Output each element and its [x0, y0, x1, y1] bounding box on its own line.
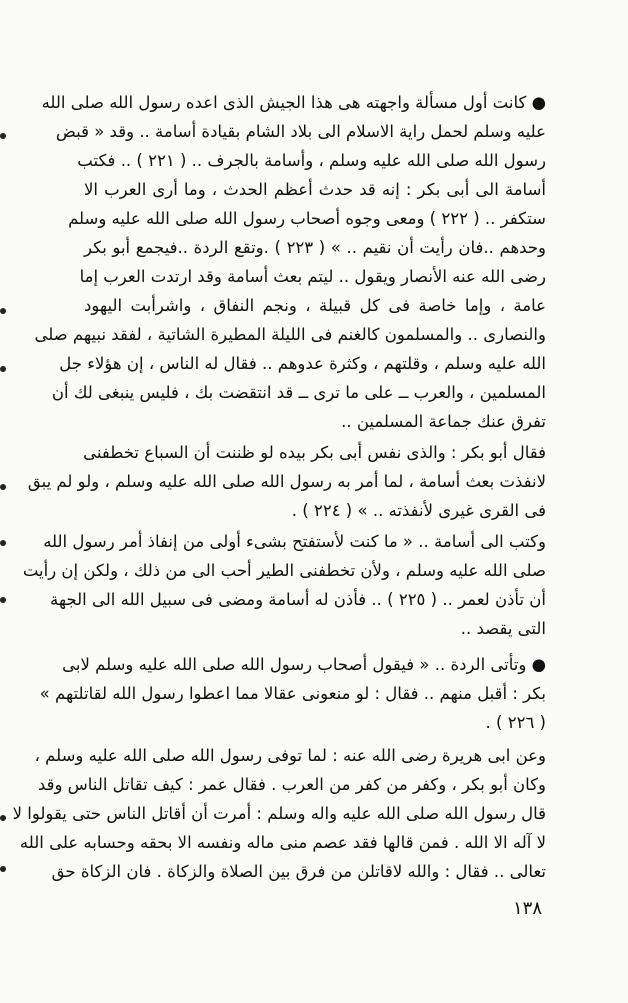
margin-dot — [0, 308, 6, 314]
text-line-26: لا آله الا الله . فمن قالها فقد عصم منى ماله ونفسه الا بحقه وحسابه على الله — [19, 833, 546, 852]
text-line-12: تفرق عنك جماعة المسلمين .. — [341, 412, 546, 431]
margin-dot — [0, 540, 6, 546]
text-line-1: ● كانت أول مسألة واجهته هى هذا الجيش الذى اعده رسول الله صلى الله — [41, 93, 546, 112]
text-line-13: فقال أبو بكر : والذى نفس أبى بكر بيده لو ظننت أن السباع تخطفنى — [83, 443, 546, 462]
text-line-19: التى يقصد .. — [460, 619, 546, 638]
page-number: ١٣٨ — [512, 898, 542, 919]
text-line-2: عليه وسلم لحمل راية الاسلام الى بلاد الشام بقيادة أسامة .. وقد « قبض — [55, 122, 546, 141]
margin-dot — [0, 366, 6, 372]
text-line-24: وكان أبو بكر ، وكفر من كفر من العرب . فقال عمر : كيف تقاتل الناس وقد — [37, 775, 546, 794]
text-line-25: قال رسول الله صلى الله عليه واله وسلم : أمرت أن أقاتل الناس حتى يقولوا لا — [12, 804, 546, 823]
text-line-22: ( ٢٢٦ ) . — [485, 713, 546, 732]
text-line-23: وعن ابى هريرة رضى الله عنه : لما توفى رسول الله صلى الله عليه وسلم ، — [34, 746, 546, 765]
text-line-27: تعالى .. فقال : والله لاقاتلن من فرق بين الصلاة والزكاة . فان الزكاة حق — [51, 862, 546, 881]
margin-dot — [0, 815, 6, 821]
text-line-17: صلى الله عليه وسلم ، ولأن تخطفنى الطير أحب الى من ذلك ، ولكن إن رأيت — [22, 561, 546, 580]
text-line-9: والنصارى .. والمسلمون كالغنم فى الليلة المطيرة الشاتية ، لفقد نبيهم صلى — [34, 325, 546, 344]
text-line-3: رسول الله صلى الله عليه وسلم ، وأسامة بالجرف .. ( ٢٢١ ) .. فكتب — [77, 151, 546, 170]
text-line-10: الله عليه وسلم ، وقلتهم ، وكثرة عدوهم .. فقال له الناس ، إن هؤلاء جل — [59, 354, 546, 373]
text-line-16: وكتب الى أسامة .. « ما كنت لأستفتح بشىء أولى من إنفاذ أمر رسول الله — [43, 532, 546, 551]
margin-dot — [0, 597, 6, 603]
text-line-18: أن تأذن لعمر .. ( ٢٢٥ ) .. فأذن له أسامة ومضى فى سبيل الله الى الجهة — [50, 590, 546, 609]
text-line-20: ● وتأتى الردة .. « فيقول أصحاب رسول الله صلى الله عليه وسلم لابى — [62, 655, 546, 674]
margin-dot — [0, 484, 6, 490]
text-line-15: فى القرى غيرى لأنفذته .. » ( ٢٢٤ ) . — [291, 501, 546, 520]
text-line-21: بكر : أقبل منهم .. فقال : لو منعونى عقالا مما اعطوا رسول الله لقاتلتهم » — [39, 684, 546, 703]
text-line-14: لانفذت بعث أسامة ، لما أمر به رسول الله صلى الله عليه وسلم ، ولو لم يبق — [27, 472, 546, 491]
text-line-11: المسلمين ، والعرب ــ على ما ترى ــ قد انتقضت بك ، فليس ينبغى لك أن — [51, 383, 546, 402]
text-line-6: وحدهم ..فان رأيت أن نقيم .. » ( ٢٢٣ ) .وتقع الردة ..فيجمع أبو بكر — [84, 238, 547, 257]
text-line-4: أسامة الى أبى بكر : إنه قد حدث أعظم الحدث ، وما أرى العرب الا — [84, 180, 546, 199]
margin-dot — [0, 866, 6, 872]
text-line-5: ستكفر .. ( ٢٢٢ ) ومعى وجوه أصحاب رسول الله صلى الله عليه وسلم — [68, 209, 546, 228]
margin-dot — [0, 133, 6, 139]
text-line-7: رضى الله عنه الأنصار ويقول .. ليتم بعث أسامة وقد ارتدت العرب إما — [79, 267, 546, 286]
text-line-8: عامة ، وإما خاصة فى كل قبيلة ، ونجم النفاق ، واشرأبت اليهود — [84, 296, 546, 315]
